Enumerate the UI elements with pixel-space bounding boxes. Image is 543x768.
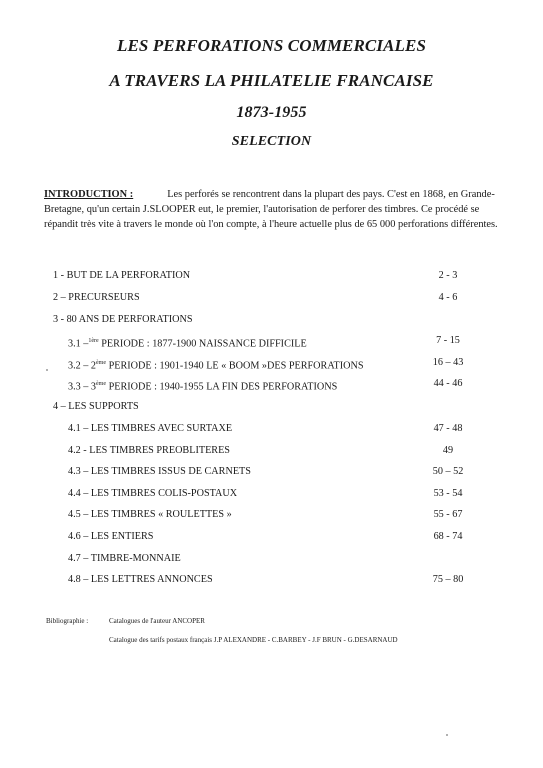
toc-entry-label: 4.8 – LES LETTRES ANNONCES	[68, 574, 213, 585]
introduction-paragraph	[44, 187, 504, 233]
toc-entry-label: 4.1 – LES TIMBRES AVEC SURTAXE	[68, 423, 233, 434]
toc-entry-pages: 7 - 15	[436, 335, 460, 346]
bibliography-line-2: Catalogue des tarifs postaux français J.P ALEXANDRE - C.BARBEY - J.F BRUN - G.DESARNAUD	[109, 636, 398, 644]
introduction-heading: INTRODUCTION :	[44, 189, 134, 200]
introduction-text: Les perforés se rencontrent dans la plupart des pays. C'est en 1868, en Grande-Bretagne, qu'un certain J.SLOOPER eut, le premier, l'autorisation de perforer des timbres. Ce procédé se répandit très vite à travers le monde où l'on compte, à l'heure actuelle plus de 65 000 perforations différentes.	[44, 189, 498, 231]
toc-entry-title: PERIODE : 1940-1955 LA FIN DES PERFORATIONS	[108, 381, 338, 393]
toc-entry-3-2	[0, 355, 543, 371]
toc-entry-ordinal: ème	[96, 360, 107, 366]
toc-entry-label: 4.2 - LES TIMBRES PREOBLITERES	[68, 445, 230, 456]
toc-entry-4-6	[0, 529, 543, 545]
toc-entry-1	[0, 268, 543, 284]
toc-entry-label: 4.5 – LES TIMBRES « ROULETTES »	[68, 509, 232, 520]
title-line-1: LES PERFORATIONS COMMERCIALES	[117, 36, 426, 55]
title-years: 1873-1955	[236, 104, 307, 121]
toc-entry-label: 4 – LES SUPPORTS	[53, 401, 139, 412]
toc-entry-4-4	[0, 486, 543, 502]
toc-entry-label: 4.7 – TIMBRE-MONNAIE	[68, 553, 181, 564]
toc-entry-title: PERIODE : 1901-1940 LE « BOOM »DES PERFORATIONS	[108, 360, 364, 372]
toc-entry-pages: 49	[442, 445, 454, 456]
toc-entry-label	[68, 333, 307, 352]
subtitle: SELECTION	[231, 134, 312, 149]
toc-entry-label: 1 - BUT DE LA PERFORATION	[53, 270, 191, 281]
toc-entry-4-3	[0, 464, 543, 480]
toc-entry-number: 3.3 – 3	[68, 381, 97, 393]
toc-entry-title: PERIODE : 1877-1900 NAISSANCE DIFFICILE	[101, 338, 307, 350]
toc-entry-ordinal: ème	[96, 381, 107, 387]
toc-entry-label: 3 - 80 ANS DE PERFORATIONS	[53, 314, 193, 325]
bibliography-line-1: Catalogues de l'auteur ANCOPER	[109, 617, 205, 625]
bibliography-label: Bibliographie :	[46, 617, 89, 625]
toc-entry-pages: 2 - 3	[438, 270, 458, 281]
scan-speck	[446, 734, 448, 736]
toc-entry-4	[0, 399, 543, 415]
toc-entry-label: 4.4 – LES TIMBRES COLIS-POSTAUX	[68, 488, 238, 499]
toc-entry-pages: 4 - 6	[438, 292, 458, 303]
toc-entry-label: 4.6 – LES ENTIERS	[68, 531, 154, 542]
toc-entry-4-2	[0, 443, 543, 459]
toc-entry-label	[68, 355, 364, 374]
toc-entry-pages: 53 - 54	[433, 488, 463, 499]
toc-entry-3-1	[0, 333, 543, 349]
toc-entry-label: 4.3 – LES TIMBRES ISSUS DE CARNETS	[68, 466, 251, 477]
toc-entry-ordinal: 1ère	[88, 338, 99, 344]
toc-entry-4-7	[0, 551, 543, 567]
toc-entry-pages: 47 - 48	[433, 423, 463, 434]
toc-entry-4-8	[0, 572, 543, 588]
toc-entry-4-1	[0, 421, 543, 437]
toc-entry-pages: 55 - 67	[433, 509, 463, 520]
toc-entry-pages: 68 - 74	[433, 531, 463, 542]
scan-speck	[46, 369, 48, 371]
title-line-2: A TRAVERS LA PHILATELIE FRANCAISE	[109, 71, 434, 90]
toc-entry-number: 3.2 – 2	[68, 360, 97, 372]
toc-entry-pages: 16 – 43	[432, 357, 464, 368]
toc-entry-number: 3.1 –	[68, 338, 89, 350]
toc-entry-label: 2 – PRECURSEURS	[53, 292, 140, 303]
toc-entry-3	[0, 312, 543, 328]
toc-entry-pages: 50 – 52	[432, 466, 464, 477]
toc-entry-4-5	[0, 507, 543, 523]
toc-entry-3-3	[0, 376, 543, 392]
toc-entry-2	[0, 290, 543, 306]
toc-entry-pages: 44 - 46	[433, 378, 463, 389]
toc-entry-label	[68, 376, 337, 395]
toc-entry-pages: 75 – 80	[432, 574, 464, 585]
